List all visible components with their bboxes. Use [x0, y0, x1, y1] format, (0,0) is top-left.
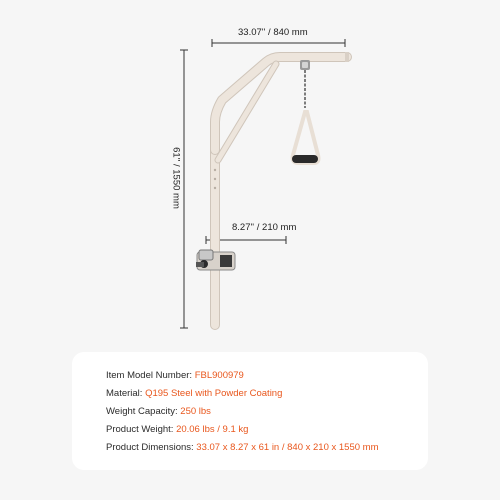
hanging-clip	[300, 60, 310, 70]
spec-row-model	[106, 370, 244, 381]
spec-label: Product Weight:	[106, 424, 177, 435]
handle-grip	[292, 155, 318, 163]
spec-value: 33.07 x 8.27 x 61 in / 840 x 210 x 1550 mm	[196, 442, 379, 453]
spec-label: Item Model Number:	[106, 370, 195, 381]
spec-row-capacity	[106, 406, 211, 417]
spec-value: 20.06 lbs / 9.1 kg	[176, 424, 249, 435]
spec-row-material	[106, 388, 282, 399]
trapeze-frame	[215, 57, 347, 325]
spec-label: Weight Capacity:	[106, 406, 181, 417]
arm-end-cap	[345, 52, 349, 62]
spec-value: 250 lbs	[180, 406, 211, 417]
spec-value: Q195 Steel with Powder Coating	[145, 388, 283, 399]
spec-row-dimensions	[106, 442, 379, 453]
spec-row-weight	[106, 424, 248, 435]
spec-label: Material:	[106, 388, 146, 399]
spec-card	[72, 352, 428, 470]
clamp-bracket	[196, 250, 235, 270]
spec-label: Product Dimensions:	[106, 442, 197, 453]
width-dimension-label: 33.07'' / 840 mm	[238, 27, 308, 38]
height-dimension-label: 61'' / 1550 mm	[170, 147, 182, 209]
spec-value: FBL900979	[194, 370, 244, 381]
depth-dimension-label: 8.27'' / 210 mm	[232, 222, 297, 233]
